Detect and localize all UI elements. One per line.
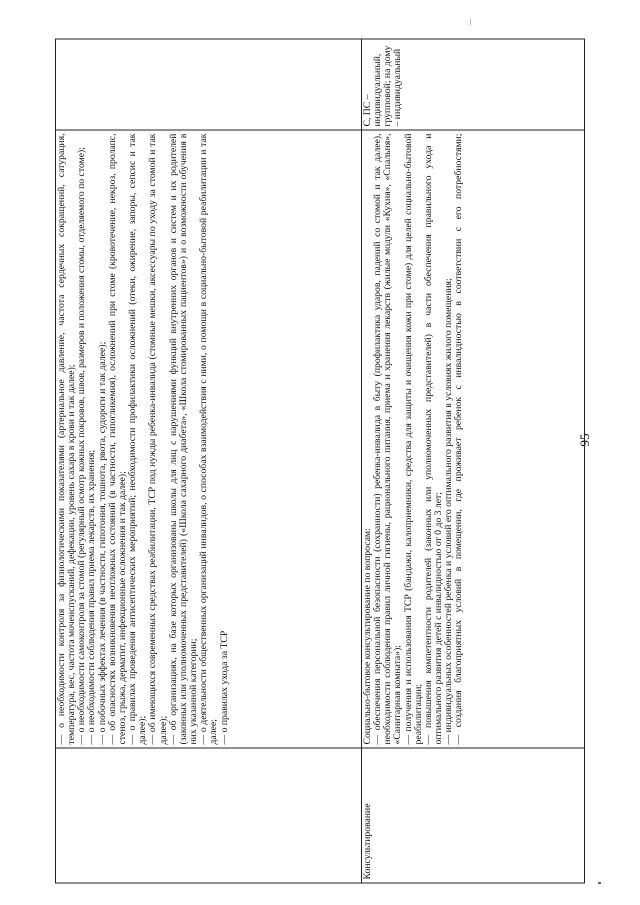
content-line: — создания благоприятных условий в помещении, где проживает ребенок с инвалидностью в соответствии с его потребностями; [453, 133, 465, 745]
content-line: — об опасностях возникновения неотложных состояний (в частности, гипогликемия), осложнений при стоме (кровотечение, некроз, пролапс, стеноз, грыжа, дерматит, инфекционные осложнения и так далее); [106, 133, 128, 745]
content-line: — о деятельности общественных организаций инвалидов, о способах взаимодействия с ними, о помощи в социально-бытовой реабилитации и так далее; [198, 133, 220, 745]
service-form-cell: С, ПС – индивидуальный, групповой; на дому – индивидуальный [362, 39, 585, 130]
table-row [56, 39, 362, 883]
content-line: — о необходимости контроля за физиологическими показателями (артериальное давление, частота сердечных сокращений, сатурация, температура, вес, частота мочеиспусканий, дефекации, уровень сахара в крови и так далее); [56, 133, 78, 745]
table-row [362, 39, 585, 883]
content-line: — обеспечения персональной безопасности (сохранности) ребенка-инвалида в быту (профилактика ударов, падений со стомой и так далее), необходимости соблюдения правил личной гигиены, рационального питания, приема и хранения лекарств (жилые модули «Кухня», «Спальня», «Санитарная комната»); [372, 133, 404, 745]
content-line: — получения и использования ТСР (бандажи, калоприемники, средства для защиты и очищения кожи при стоме) для целей социально-бытовой реабилитации; [402, 133, 424, 745]
scan-speck [470, 19, 471, 25]
content-line: — о необходимости соблюдения правил приема лекарств, их хранения; [86, 449, 98, 745]
service-form-cell [56, 39, 362, 130]
content-line: — индивидуальных особенностей ребенка и условий его оптимального развития в условиях жилого помещения; [443, 278, 455, 745]
services-table [55, 39, 585, 884]
content-line: — о побочных эффектах лечения (в частности, гипотония, тошнота, рвота, судороги и так далее); [96, 341, 108, 745]
content-line: — об имеющихся современных средствах реабилитации, ТСР под нужды ребенка-инвалида (стомные мешки, аксессуары по уходу за стомой и так далее); [147, 133, 169, 745]
service-content-cell [362, 130, 585, 748]
content-line: Социально-бытовое консультирование по вопросам: [362, 528, 373, 745]
page-number: 95 [577, 433, 592, 447]
content-line: — о правилах проведения антисептических мероприятий; необходимости профилактики осложнений (отеки, ожирение, запоры, сепсис и так далее); [127, 133, 149, 745]
service-kind-cell: Консультирование [362, 748, 585, 883]
scan-speck [598, 882, 601, 884]
content-line: — повышения компетентности родителей (законных или уполномоченных представителей) в части обеспечения правильного ухода и оптимального развития детей с инвалидностью от 0 до 3 лет; [422, 133, 445, 745]
service-content-cell [56, 130, 362, 748]
rotated-table-container [55, 39, 585, 884]
content-line: — о необходимости самоконтроля за стомой (регулярный осмотр кожных покровов, швов, размеров и положения стомы, отделяемого по стоме); [76, 147, 88, 745]
content-line: — об организациях, на базе которых организованы школы для лиц с нарушениями функций внутренних органов и систем и их родителей (законных или уполномоченных представителей) («Школа сахарного диабета», «Школа стомированных пациентов») и о возможности обучения в них указанной категории; [167, 133, 200, 745]
content-line: — о правилах ухода за ТСР [218, 630, 230, 745]
service-kind-cell [56, 748, 362, 883]
